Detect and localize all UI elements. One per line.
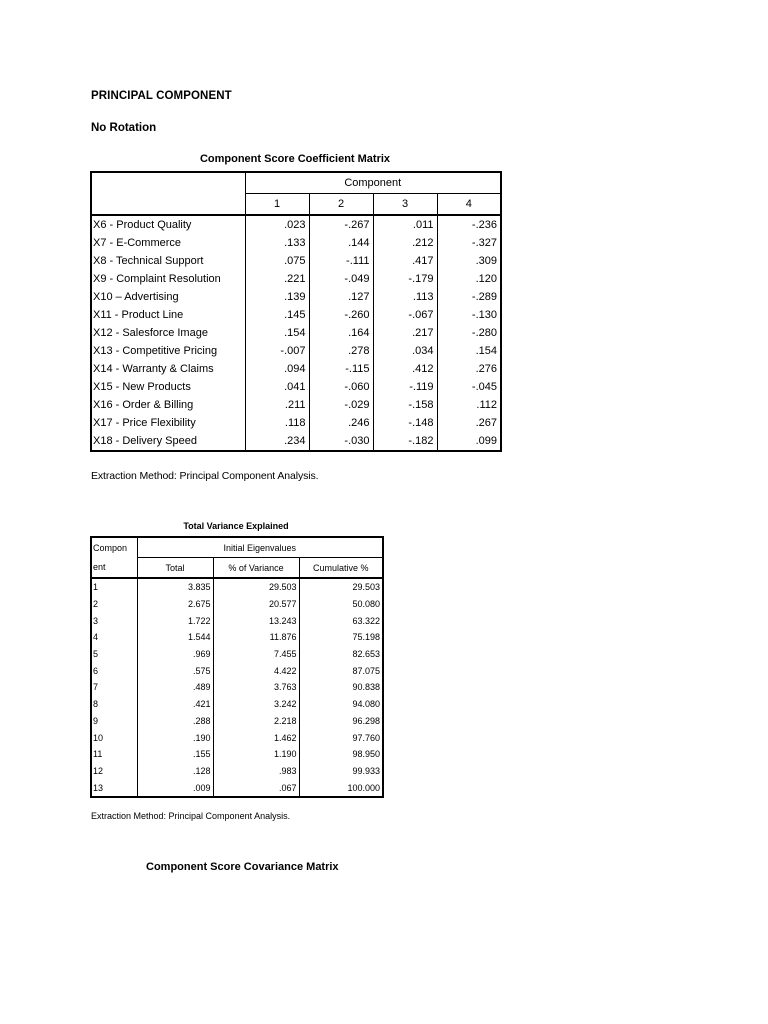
eigenvalues-group-header: Initial Eigenvalues xyxy=(137,537,383,558)
component-row-header xyxy=(91,537,137,578)
table-row xyxy=(91,746,383,763)
value-cell: 1.544 xyxy=(137,629,213,646)
value-cell: .417 xyxy=(373,252,437,270)
row-label: X14 - Warranty & Claims xyxy=(91,360,245,378)
value-cell: .067 xyxy=(213,779,299,797)
value-cell: .234 xyxy=(245,432,309,451)
table-row xyxy=(91,306,501,324)
value-cell: 3.835 xyxy=(137,578,213,596)
value-cell: .221 xyxy=(245,270,309,288)
page-heading: PRINCIPAL COMPONENT xyxy=(91,90,232,102)
value-cell: .154 xyxy=(437,342,501,360)
value-cell: -.119 xyxy=(373,378,437,396)
value-cell: -.158 xyxy=(373,396,437,414)
row-label: 8 xyxy=(91,696,137,713)
row-label: 2 xyxy=(91,596,137,613)
row-label: 5 xyxy=(91,646,137,663)
table-row xyxy=(91,414,501,432)
value-cell: -.049 xyxy=(309,270,373,288)
value-cell: 1.190 xyxy=(213,746,299,763)
value-cell: .112 xyxy=(437,396,501,414)
value-cell: .421 xyxy=(137,696,213,713)
row-label: 10 xyxy=(91,729,137,746)
value-cell: .023 xyxy=(245,215,309,234)
table-row xyxy=(91,696,383,713)
value-cell: .969 xyxy=(137,646,213,663)
value-cell: .288 xyxy=(137,713,213,730)
table-row xyxy=(91,662,383,679)
value-cell: .139 xyxy=(245,288,309,306)
value-cell: 3.242 xyxy=(213,696,299,713)
value-cell: 100.000 xyxy=(299,779,383,797)
value-cell: .211 xyxy=(245,396,309,414)
value-cell: -.327 xyxy=(437,234,501,252)
value-cell: .190 xyxy=(137,729,213,746)
value-cell: 4.422 xyxy=(213,662,299,679)
value-cell: -.236 xyxy=(437,215,501,234)
coefficient-footnote: Extraction Method: Principal Component Analysis. xyxy=(91,470,319,482)
variance-table xyxy=(90,536,384,798)
component-group-header: Component xyxy=(245,172,501,194)
component-row-header-line1: Compon xyxy=(93,542,128,553)
table-row xyxy=(91,596,383,613)
value-cell: 82.653 xyxy=(299,646,383,663)
value-cell: 90.838 xyxy=(299,679,383,696)
value-cell: 97.760 xyxy=(299,729,383,746)
table-row xyxy=(91,252,501,270)
column-header: 2 xyxy=(309,194,373,216)
table-row xyxy=(91,779,383,797)
value-cell: .489 xyxy=(137,679,213,696)
table-row xyxy=(91,342,501,360)
value-cell: -.289 xyxy=(437,288,501,306)
value-cell: -.280 xyxy=(437,324,501,342)
coefficient-matrix-table xyxy=(90,171,502,452)
row-label: X17 - Price Flexibility xyxy=(91,414,245,432)
table-row xyxy=(91,360,501,378)
value-cell: -.045 xyxy=(437,378,501,396)
table-row xyxy=(91,288,501,306)
value-cell: 96.298 xyxy=(299,713,383,730)
row-label: X11 - Product Line xyxy=(91,306,245,324)
value-cell: .154 xyxy=(245,324,309,342)
table-row xyxy=(91,215,501,234)
value-cell: -.030 xyxy=(309,432,373,451)
table-row xyxy=(91,378,501,396)
value-cell: 7.455 xyxy=(213,646,299,663)
row-label: X7 - E-Commerce xyxy=(91,234,245,252)
value-cell: .075 xyxy=(245,252,309,270)
value-cell: -.029 xyxy=(309,396,373,414)
row-label: 3 xyxy=(91,612,137,629)
row-label: X12 - Salesforce Image xyxy=(91,324,245,342)
value-cell: 87.075 xyxy=(299,662,383,679)
value-cell: .276 xyxy=(437,360,501,378)
column-header: Total xyxy=(137,558,213,579)
row-label: 1 xyxy=(91,578,137,596)
value-cell: 1.462 xyxy=(213,729,299,746)
value-cell: -.060 xyxy=(309,378,373,396)
rotation-subheading: No Rotation xyxy=(91,122,157,134)
row-label: X6 - Product Quality xyxy=(91,215,245,234)
value-cell: 13.243 xyxy=(213,612,299,629)
column-header: Cumulative % xyxy=(299,558,383,579)
coefficient-group-header-row xyxy=(91,172,501,194)
value-cell: .278 xyxy=(309,342,373,360)
row-label: X9 - Complaint Resolution xyxy=(91,270,245,288)
value-cell: 1.722 xyxy=(137,612,213,629)
row-label: 11 xyxy=(91,746,137,763)
table-row xyxy=(91,763,383,780)
value-cell: .412 xyxy=(373,360,437,378)
value-cell: 29.503 xyxy=(213,578,299,596)
table-row xyxy=(91,713,383,730)
value-cell: .983 xyxy=(213,763,299,780)
value-cell: -.067 xyxy=(373,306,437,324)
value-cell: .009 xyxy=(137,779,213,797)
value-cell: .217 xyxy=(373,324,437,342)
row-label: 7 xyxy=(91,679,137,696)
row-label: 13 xyxy=(91,779,137,797)
value-cell: -.267 xyxy=(309,215,373,234)
coefficient-corner-cell xyxy=(91,172,245,215)
row-label: 6 xyxy=(91,662,137,679)
table-row xyxy=(91,234,501,252)
component-row-header-line2: ent xyxy=(93,561,106,572)
covariance-matrix-title: Component Score Covariance Matrix xyxy=(146,861,339,873)
value-cell: 98.950 xyxy=(299,746,383,763)
column-header: 1 xyxy=(245,194,309,216)
value-cell: .144 xyxy=(309,234,373,252)
table-row xyxy=(91,578,383,596)
value-cell: .094 xyxy=(245,360,309,378)
value-cell: -.115 xyxy=(309,360,373,378)
value-cell: -.007 xyxy=(245,342,309,360)
value-cell: 29.503 xyxy=(299,578,383,596)
value-cell: -.260 xyxy=(309,306,373,324)
coefficient-matrix-title: Component Score Coefficient Matrix xyxy=(199,153,391,165)
value-cell: .155 xyxy=(137,746,213,763)
value-cell: 20.577 xyxy=(213,596,299,613)
value-cell: 11.876 xyxy=(213,629,299,646)
value-cell: -.111 xyxy=(309,252,373,270)
column-header: 3 xyxy=(373,194,437,216)
value-cell: 3.763 xyxy=(213,679,299,696)
table-row xyxy=(91,646,383,663)
value-cell: -.182 xyxy=(373,432,437,451)
row-label: 12 xyxy=(91,763,137,780)
value-cell: .120 xyxy=(437,270,501,288)
row-label: X10 – Advertising xyxy=(91,288,245,306)
value-cell: .099 xyxy=(437,432,501,451)
value-cell: .118 xyxy=(245,414,309,432)
table-row xyxy=(91,729,383,746)
value-cell: -.179 xyxy=(373,270,437,288)
value-cell: .034 xyxy=(373,342,437,360)
value-cell: .113 xyxy=(373,288,437,306)
value-cell: 75.198 xyxy=(299,629,383,646)
value-cell: .309 xyxy=(437,252,501,270)
table-row xyxy=(91,396,501,414)
value-cell: 99.933 xyxy=(299,763,383,780)
value-cell: .212 xyxy=(373,234,437,252)
value-cell: .246 xyxy=(309,414,373,432)
value-cell: 63.322 xyxy=(299,612,383,629)
variance-table-title: Total Variance Explained xyxy=(183,521,289,531)
value-cell: .041 xyxy=(245,378,309,396)
column-header: % of Variance xyxy=(213,558,299,579)
table-row xyxy=(91,324,501,342)
value-cell: .164 xyxy=(309,324,373,342)
table-row xyxy=(91,679,383,696)
value-cell: .127 xyxy=(309,288,373,306)
value-cell: .128 xyxy=(137,763,213,780)
value-cell: -.148 xyxy=(373,414,437,432)
value-cell: -.130 xyxy=(437,306,501,324)
row-label: X18 - Delivery Speed xyxy=(91,432,245,451)
row-label: X13 - Competitive Pricing xyxy=(91,342,245,360)
table-row xyxy=(91,270,501,288)
value-cell: .575 xyxy=(137,662,213,679)
table-row xyxy=(91,612,383,629)
value-cell: .145 xyxy=(245,306,309,324)
value-cell: 2.675 xyxy=(137,596,213,613)
value-cell: 94.080 xyxy=(299,696,383,713)
row-label: 9 xyxy=(91,713,137,730)
value-cell: 50.080 xyxy=(299,596,383,613)
row-label: X15 - New Products xyxy=(91,378,245,396)
variance-footnote: Extraction Method: Principal Component Analysis. xyxy=(91,811,291,821)
table-row xyxy=(91,432,501,451)
value-cell: .267 xyxy=(437,414,501,432)
table-row xyxy=(91,629,383,646)
variance-group-header-row xyxy=(91,537,383,558)
row-label: X8 - Technical Support xyxy=(91,252,245,270)
value-cell: 2.218 xyxy=(213,713,299,730)
column-header: 4 xyxy=(437,194,501,216)
value-cell: .011 xyxy=(373,215,437,234)
value-cell: .133 xyxy=(245,234,309,252)
row-label: X16 - Order & Billing xyxy=(91,396,245,414)
row-label: 4 xyxy=(91,629,137,646)
